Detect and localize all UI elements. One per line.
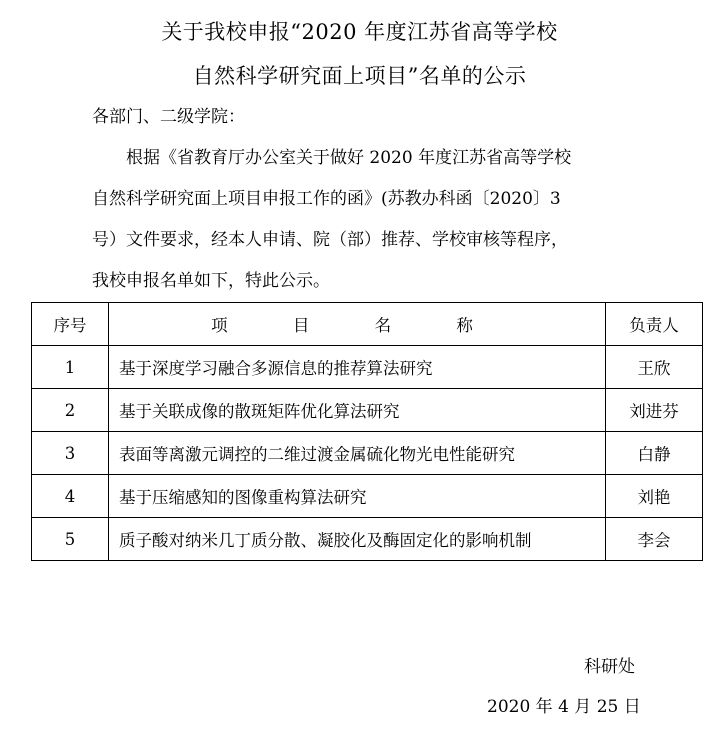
row-serial-number: 1 — [32, 346, 109, 389]
row-project-name: 基于关联成像的散斑矩阵优化算法研究 — [109, 389, 606, 432]
project-list-table — [31, 302, 703, 561]
notice-title-line-1: 关于我校申报“2020 年度江苏省高等学校 — [161, 20, 558, 44]
row-leader: 白静 — [606, 432, 703, 475]
row-serial-number: 3 — [32, 432, 109, 475]
issuing-office: 科研处 — [584, 657, 635, 677]
body-line-4: 我校申报名单如下，特此公示。 — [92, 271, 330, 291]
header-leader: 负责人 — [606, 303, 703, 346]
header-project-name: 项 目 名 称 — [109, 303, 606, 346]
body-line-3: 号）文件要求，经本人申请、院（部）推荐、学校审核等程序， — [92, 230, 568, 250]
row-project-name: 质子酸对纳米几丁质分散、凝胶化及酶固定化的影响机制 — [109, 518, 606, 561]
salutation: 各部门、二级学院： — [92, 107, 245, 127]
table-row — [32, 389, 703, 432]
row-project-name: 基于压缩感知的图像重构算法研究 — [109, 475, 606, 518]
table-row — [32, 475, 703, 518]
body-line-2: 自然科学研究面上项目申报工作的函》(苏教办科函〔2020〕3 — [92, 189, 561, 209]
header-serial-number: 序号 — [32, 303, 109, 346]
table-row — [32, 346, 703, 389]
row-leader: 王欣 — [606, 346, 703, 389]
body-line-1: 根据《省教育厅办公室关于做好 2020 年度江苏省高等学校 — [126, 148, 572, 168]
table-row — [32, 518, 703, 561]
row-serial-number: 4 — [32, 475, 109, 518]
row-leader: 刘进芬 — [606, 389, 703, 432]
issue-date: 2020 年 4 月 25 日 — [487, 697, 641, 717]
table-header-row — [32, 303, 703, 346]
row-serial-number: 5 — [32, 518, 109, 561]
row-project-name: 基于深度学习融合多源信息的推荐算法研究 — [109, 346, 606, 389]
row-leader: 刘艳 — [606, 475, 703, 518]
row-serial-number: 2 — [32, 389, 109, 432]
row-leader: 李会 — [606, 518, 703, 561]
table-row — [32, 432, 703, 475]
notice-title-line-2: 自然科学研究面上项目”名单的公示 — [192, 64, 527, 88]
row-project-name: 表面等离激元调控的二维过渡金属硫化物光电性能研究 — [109, 432, 606, 475]
